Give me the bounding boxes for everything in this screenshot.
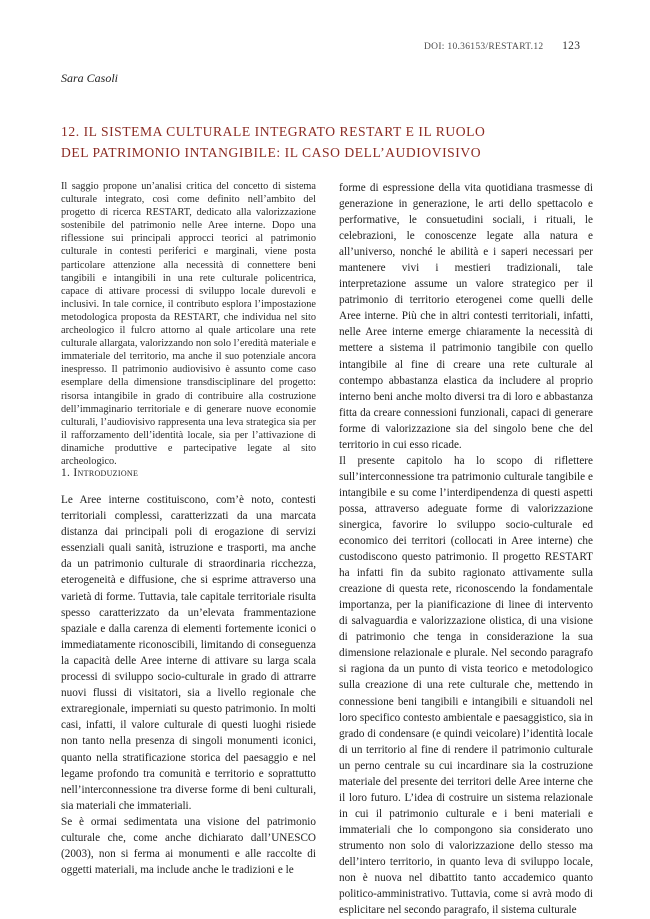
doi-label: DOI: 10.36153/RESTART.12 xyxy=(424,42,544,52)
chapter-author: Sara Casoli xyxy=(61,71,119,85)
section-number: 1. xyxy=(61,467,71,479)
paragraph: Se è ormai sedimentata una visione del patrimonio culturale che, come anche dichiarato dall’UNESCO (2003), non si ferma ai monumenti e alle raccolte di oggetti materiali, ma include anche le tradizioni e le xyxy=(61,815,316,877)
body-column-left xyxy=(61,492,316,878)
paragraph: Le Aree interne costituiscono, com’è noto, contesti territoriali complessi, caratterizzati da una marcata distanza dai principali poli di erogazione di servizi essenziali quali sanità, istruzione e trasporti, ma anche da un patrimonio culturale di straordinaria ricchezza, eterogeneità e diffusione, che si esprime attraverso una varietà di forme. Tuttavia, tale capitale territoriale risulta spesso caratterizzato da un’elevata frammentazione spaziale e dalla carenza di elementi fortemente iconici o immediatamente riconoscibili, limitando di conseguenza la capacità delle Aree interne di attivare su larga scala processi di sviluppo socio-culturale in grado di attrarre nuovi flussi di visitatori, sia a livello regionale che extraregionale, imperniati su questo patrimonio. In molti casi, infatti, il valore culturale di questi luoghi risiede non tanto nella presenza di singoli monumenti iconici, quanto nella stratificazione storica del paesaggio e nel legame profondo tra comunità e territorio e soprattutto nell’interconnessione tra diverse forme di beni culturali, sia materiali che immateriali. xyxy=(61,494,316,812)
chapter-title xyxy=(61,121,581,163)
running-header xyxy=(424,40,580,52)
paragraph: Il presente capitolo ha lo scopo di riflettere sull’interconnessione tra patrimonio culturale tangibile e intangibile e su come l’interdipendenza di questi aspetti possa, attraverso adeguate forme di valorizzazione sinergica, favorire lo sviluppo socio-culturale ed economico dei territori (collocati in Aree interne) che custodiscono questo patrimonio. Il progetto RESTART ha infatti fin da subito ragionato attivamente sulla creazione di questa rete, riconoscendo la fondamentale importanza, per la pianificazione di linee di intervento di salvaguardia e valorizzazione olistica, di una visione di patrimonio che tenga in considerazione la sua dimensione relazionale e plurale. Nel secondo paragrafo si ragiona da un punto di vista teorico e metodologico sulla creazione di una rete culturale che, mettendo in connessione beni tangibili e intangibili e situandoli nel loro specifico contesto ambientale e paesaggistico, sia in grado di condensare (e quindi veicolare) l’identità locale di un territorio al fine di rendere il patrimonio culturale un perno centrale su cui incardinare sia la costruzione materiale del presente dei territori delle Aree interne che il loro futuro. L’idea di costruire un sistema relazionale in cui il patrimonio culturale e i beni materiali e immateriali che lo compongono sia considerato uno strumento non solo di valorizzazione dello stesso ma dell’intero territorio, in quanto leva di sviluppo locale, non è nuova nel dibattito tanto accademico quanto politico-amministrativo. Tuttavia, come si avrà modo di esplicitare nel secondo paragrafo, il sistema culturale xyxy=(339,454,593,917)
chapter-title-line-1: 12. IL SISTEMA CULTURALE INTEGRATO RESTART E IL RUOLO xyxy=(61,124,486,139)
abstract: Il saggio propone un’analisi critica del concetto di sistema culturale integrato, così come definito nell’ambito del progetto di ricerca RESTART, dedicato alla valorizzazione sostenibile del patrimonio nelle Aree interne. Dopo una riflessione sui principali approcci teorici al patrimonio culturale in contesti periferici e marginali, viene posta particolare attenzione alla necessità di connettere beni tangibili e intangibili in una rete culturale policentrica, capace di attivare processi di sviluppo locale durevoli e inclusivi. In tale cornice, il contributo esplora l’impostazione metodologica proposta da RESTART, che individua nel sito archeologico il fulcro attorno al quale articolare una rete culturale allargata, valorizzando non solo l’eredità materiale e immateriale del territorio, ma anche il suo potenziale ancora inespresso. Il patrimonio audiovisivo è assunto come caso esemplare della dimensione transdisciplinare del progetto: risorsa intangibile in grado di contribuire alla costruzione dell’immaginario territoriale e di generare nuove economie culturali, l’audiovisivo rappresenta una leva strategica sia per il rafforzamento dell’identità locale, sia per l’attivazione di dinamiche produttive e partecipative legate al sito archeologico. xyxy=(61,181,316,467)
body-column-right xyxy=(339,180,593,918)
chapter-title-line-2: DEL PATRIMONIO INTANGIBILE: IL CASO DELL’AUDIOVISIVO xyxy=(61,145,482,160)
section-heading xyxy=(61,467,138,479)
section-title: Introduzione xyxy=(73,467,139,479)
page-number: 123 xyxy=(562,40,581,52)
paragraph: forme di espressione della vita quotidiana trasmesse di generazione in generazione, le arti dello spettacolo e performative, le consuetudini sociali, i rituali, le celebrazioni, le conoscenze legate alla natura e all’universo, nonché le abilità e i saperi necessari per mantenere vivi i mestieri tradizionali, tale interpretazione assume un valore strategico per il patrimonio di territorio eterogenei come quelli delle Aree interne. Più che in altri contesti territoriali, infatti, nelle Aree interne emerge chiaramente la necessità di mettere a sistema il patrimonio tangibile con quello intangibile al fine di creare una rete culturale al contempo abbastanza elastica da includere al proprio interno beni anche molto diversi tra di loro e abbastanza fitta da creare connessioni funzionali, capaci di generare forme di valorizzazione sia del singolo bene che del territorio in cui esso ricade. xyxy=(339,182,593,451)
